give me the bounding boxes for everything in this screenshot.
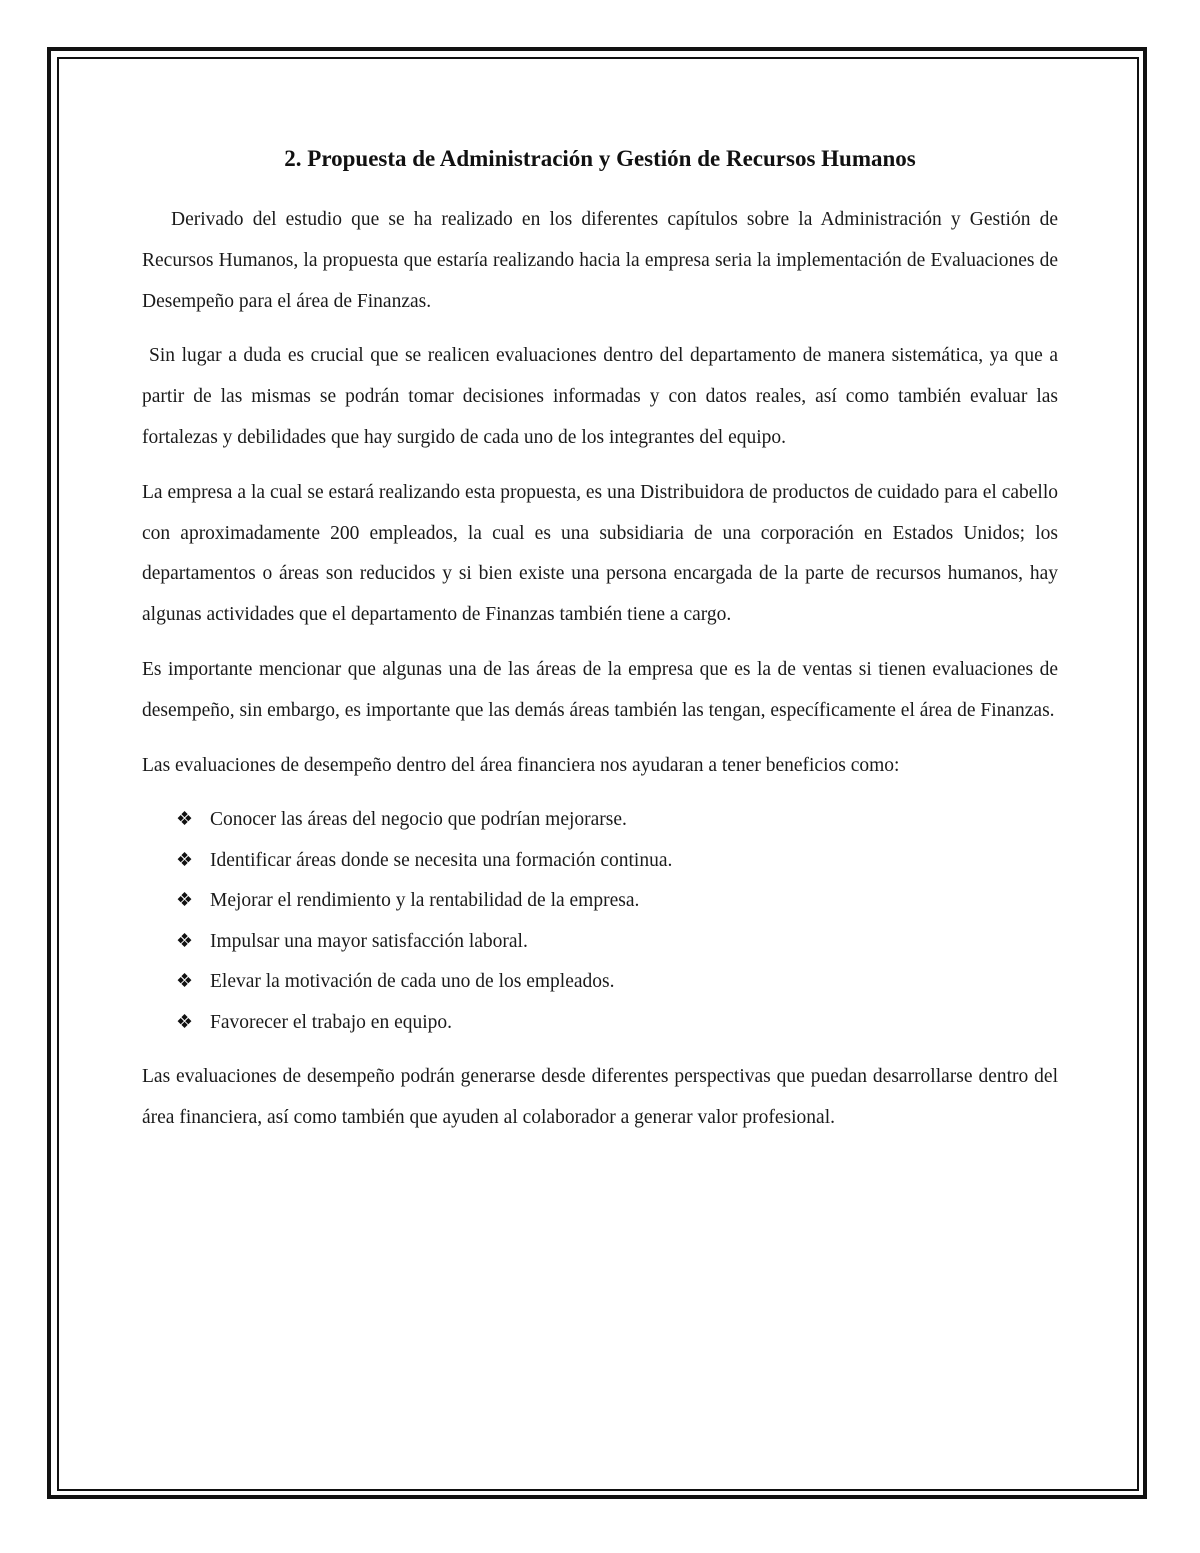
list-item	[142, 962, 1058, 1003]
list-item-text: Elevar la motivación de cada uno de los empleados.	[210, 971, 615, 993]
diamond-bullet-icon: ❖	[176, 1011, 194, 1033]
benefits-list	[142, 800, 1058, 1043]
list-item-text: Mejorar el rendimiento y la rentabilidad de la empresa.	[210, 890, 640, 912]
diamond-bullet-icon: ❖	[176, 890, 194, 912]
paragraph-closing: Las evaluaciones de desempeño podrán generarse desde diferentes perspectivas que puedan desarrollarse dentro del área financiera, así como también que ayuden al colaborador a generar valor profesional.	[142, 1066, 1058, 1129]
list-item	[142, 841, 1058, 882]
list-item	[142, 800, 1058, 841]
list-item-text: Favorecer el trabajo en equipo.	[210, 1011, 453, 1033]
list-item	[142, 1003, 1058, 1044]
paragraph-company-description: La empresa a la cual se estará realizando esta propuesta, es una Distribuidora de productos de cuidado para el cabello con aproximadamente 200 empleados, la cual es una subsidiaria de una corporación en Estados Unidos; los departamentos o áreas son reducidos y si bien existe una persona encargada de la parte de recursos humanos, hay algunas actividades que el departamento de Finanzas también tiene a cargo.	[142, 481, 1058, 626]
diamond-bullet-icon: ❖	[176, 971, 194, 993]
list-item-text: Impulsar una mayor satisfacción laboral.	[210, 930, 528, 952]
paragraph-evaluations-crucial: Sin lugar a duda es crucial que se realicen evaluaciones dentro del departamento de manera sistemática, ya que a partir de las mismas se podrán tomar decisiones informadas y con datos reales, así como también evaluar las fortalezas y debilidades que hay surgido de cada uno de los integrantes del equipo.	[142, 345, 1058, 448]
paragraph-benefits-intro: Las evaluaciones de desempeño dentro del área financiera nos ayudaran a tener beneficios como:	[142, 754, 900, 776]
list-item-text: Identificar áreas donde se necesita una formación continua.	[210, 849, 673, 871]
list-item	[142, 922, 1058, 963]
paragraph-sales-area: Es importante mencionar que algunas una de las áreas de la empresa que es la de ventas si tienen evaluaciones de desempeño, sin embargo, es importante que las demás áreas también las tengan, específicamente el área de Finanzas.	[142, 658, 1058, 721]
section-title: 2. Propuesta de Administración y Gestión de Recursos Humanos	[284, 146, 916, 171]
list-item	[142, 881, 1058, 922]
document-body	[142, 140, 1058, 1153]
diamond-bullet-icon: ❖	[176, 849, 194, 871]
list-item-text: Conocer las áreas del negocio que podrían mejorarse.	[210, 809, 627, 831]
diamond-bullet-icon: ❖	[176, 809, 194, 831]
diamond-bullet-icon: ❖	[176, 930, 194, 952]
paragraph-intro: Derivado del estudio que se ha realizado en los diferentes capítulos sobre la Administración y Gestión de Recursos Humanos, la propuesta que estaría realizando hacia la empresa seria la implementación de Evaluaciones de Desempeño para el área de Finanzas.	[142, 209, 1058, 312]
